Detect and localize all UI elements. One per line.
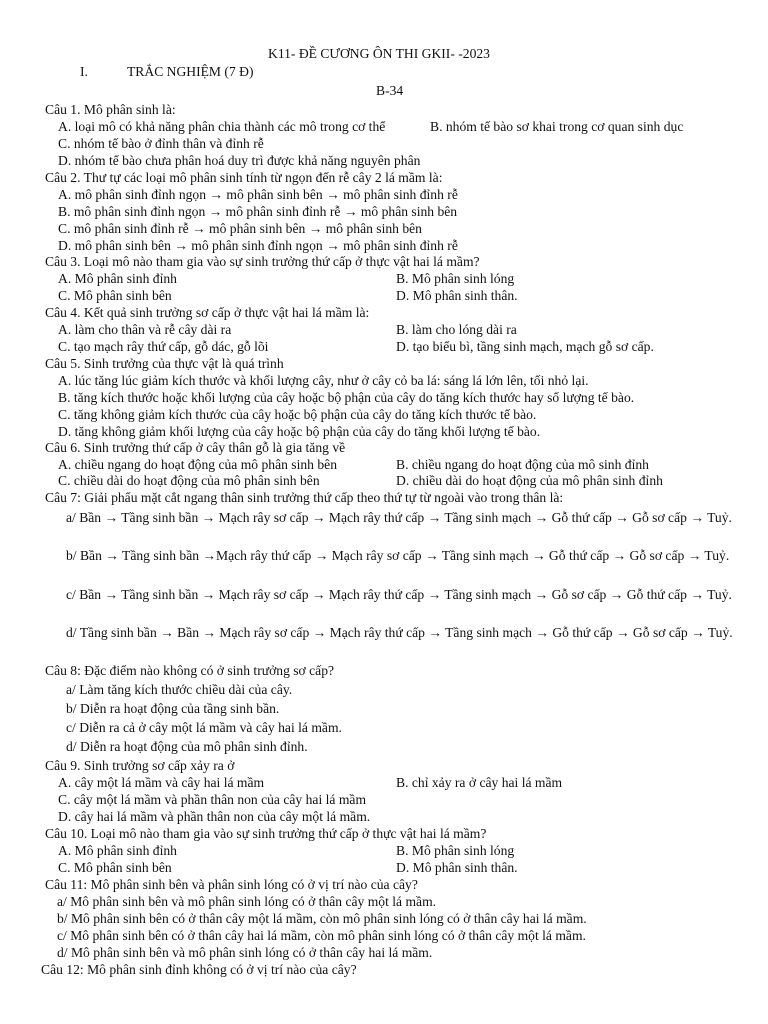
q1-option-d: D. nhóm tế bào chưa phân hoá duy trì được khả năng nguyên phân: [58, 153, 421, 168]
q10-option-b: B. Mô phân sinh lóng: [396, 843, 515, 858]
q11-option-d: d/ Mô phân sinh bên và mô phân sinh lóng có ở thân cây hai lá mầm.: [57, 945, 433, 960]
q7-option-c: c/ Bần → Tầng sinh bần → Mạch rây sơ cấp → Mạch rây thứ cấp → Tầng sinh mạch → Gỗ sơ cấp → Gỗ thứ cấp → Tuỷ.: [66, 587, 732, 602]
q11-option-c: c/ Mô phân sinh bên có ở thân cây hai lá mầm, còn mô phân sinh lóng có ở thân cây một lá mầm.: [57, 928, 586, 943]
q2-option-b: B. mô phân sinh đỉnh ngọn → mô phân sinh đỉnh rễ → mô phân sinh bên: [58, 204, 458, 219]
q1-option-c: C. nhóm tế bào ở đỉnh thân và đỉnh rễ: [58, 136, 264, 151]
q3-option-b: B. Mô phân sinh lóng: [396, 271, 515, 286]
q4-option-b: B. làm cho lóng dài ra: [396, 322, 517, 337]
q7-option-a: a/ Bần → Tầng sinh bần → Mạch rây sơ cấp → Mạch rây thứ cấp → Tầng sinh mạch → Gỗ thứ cấp → Gỗ sơ cấp → Tuỷ.: [66, 510, 732, 525]
q5-option-a: A. lúc tăng lúc giảm kích thước và khối lượng cây, như ở cây cỏ ba lá: sáng lá lớn lên, tối nhỏ lại.: [58, 373, 589, 388]
q10-option-d: D. Mô phân sinh thân.: [396, 860, 518, 875]
exam-code: B-34: [376, 83, 404, 98]
q2-option-d: D. mô phân sinh bên → mô phân sinh đỉnh ngọn → mô phân sinh đỉnh rễ: [58, 238, 458, 253]
question-5: Câu 5. Sinh trưởng của thực vật là quá trình: [45, 356, 284, 371]
q5-option-b: B. tăng kích thước hoặc khối lượng của cây hoặc bộ phận của cây do tăng kích thước hay số lượng tế bào.: [58, 390, 635, 405]
section-number: I.: [80, 64, 88, 79]
question-7: Câu 7: Giải phẩu mặt cắt ngang thân sinh trưởng thứ cấp theo thứ tự từ ngoài vào trong thân là:: [45, 490, 564, 505]
q8-option-c: c/ Diễn ra cả ở cây một lá mầm và cây hai lá mầm.: [66, 720, 342, 735]
q6-option-c: C. chiều dài do hoạt động của mô phân sinh bên: [58, 473, 320, 488]
q2-option-c: C. mô phân sinh đỉnh rễ → mô phân sinh bên → mô phân sinh bên: [58, 221, 422, 236]
document-title: K11- ĐỀ CƯƠNG ÔN THI GKII- -2023: [268, 46, 490, 61]
question-6: Câu 6. Sinh trưởng thứ cấp ở cây thân gỗ là gia tăng về: [45, 440, 346, 455]
question-12: Câu 12: Mô phân sinh đỉnh không có ở vị trí nào của cây?: [41, 962, 357, 977]
q3-option-c: C. Mô phân sinh bên: [58, 288, 172, 303]
q4-option-c: C. tạo mạch rây thứ cấp, gỗ dác, gỗ lõi: [58, 339, 269, 354]
question-9: Câu 9. Sinh trưởng sơ cấp xảy ra ở: [45, 758, 235, 773]
q10-option-c: C. Mô phân sinh bên: [58, 860, 172, 875]
question-3: Câu 3. Loại mô nào tham gia vào sự sinh trưởng thứ cấp ở thực vật hai lá mầm?: [45, 254, 480, 269]
q1-option-b: B. nhóm tế bào sơ khai trong cơ quan sinh dục: [430, 119, 684, 134]
q3-option-d: D. Mô phân sinh thân.: [396, 288, 518, 303]
q8-option-a: a/ Làm tăng kích thước chiều dài của cây.: [66, 682, 293, 697]
q9-option-c: C. cây một lá mầm và phần thân non của cây hai lá mầm: [58, 792, 367, 807]
q6-option-a: A. chiều ngang do hoạt động của mô phân sinh bên: [58, 457, 337, 472]
q11-option-b: b/ Mô phân sinh bên có ở thân cây một lá mầm, còn mô phân sinh lóng có ở thân cây hai lá mầm.: [57, 911, 587, 926]
q4-option-d: D. tạo biểu bì, tầng sinh mạch, mạch gỗ sơ cấp.: [396, 339, 654, 354]
question-8: Câu 8: Đặc điểm nào không có ở sinh trưởng sơ cấp?: [45, 663, 335, 678]
q10-option-a: A. Mô phân sinh đỉnh: [58, 843, 177, 858]
q5-option-c: C. tăng không giảm kích thước của cây hoặc bộ phận của cây do tăng kích thước tế bào.: [58, 407, 537, 422]
q9-option-b: B. chỉ xảy ra ở cây hai lá mầm: [396, 775, 563, 790]
q9-option-d: D. cây hai lá mầm và phần thân non của cây một lá mầm.: [58, 809, 371, 824]
q7-option-b: b/ Bần → Tầng sinh bần →Mạch rây thứ cấp → Mạch rây sơ cấp → Tầng sinh mạch → Gỗ thứ cấp → Gỗ sơ cấp → Tuỷ.: [66, 548, 730, 563]
question-2: Câu 2. Thư tự các loại mô phân sinh tính từ ngọn đến rễ cây 2 lá mầm là:: [45, 170, 443, 185]
section-title: TRẮC NGHIỆM (7 Đ): [127, 64, 254, 79]
q5-option-d: D. tăng không giảm khối lượng của cây hoặc bộ phận của cây do tăng khối lượng tế bào.: [58, 424, 541, 439]
q8-option-d: d/ Diễn ra hoạt động của mô phân sinh đỉnh.: [66, 739, 308, 754]
q11-option-a: a/ Mô phân sinh bên và mô phân sinh lóng có ở thân cây một lá mầm.: [57, 894, 437, 909]
q1-option-a: A. loại mô có khả năng phân chia thành các mô trong cơ thể: [58, 119, 386, 134]
q3-option-a: A. Mô phân sinh đỉnh: [58, 271, 177, 286]
q2-option-a: A. mô phân sinh đỉnh ngọn → mô phân sinh bên → mô phân sinh đỉnh rễ: [58, 187, 458, 202]
question-1: Câu 1. Mô phân sinh là:: [45, 102, 176, 117]
q9-option-a: A. cây một lá mầm và cây hai lá mầm: [58, 775, 265, 790]
question-4: Câu 4. Kết quả sinh trưởng sơ cấp ở thực vật hai lá mầm là:: [45, 305, 370, 320]
q4-option-a: A. làm cho thân và rễ cây dài ra: [58, 322, 232, 337]
q8-option-b: b/ Diễn ra hoạt động của tầng sinh bần.: [66, 701, 280, 716]
q6-option-b: B. chiều ngang do hoạt động của mô sinh đỉnh: [396, 457, 649, 472]
q7-option-d: d/ Tầng sinh bần → Bần → Mạch rây sơ cấp → Mạch rây thứ cấp → Tầng sinh mạch → Gỗ thứ cấp → Gỗ sơ cấp → Tuỷ.: [66, 625, 733, 640]
question-10: Câu 10. Loại mô nào tham gia vào sự sinh trưởng thứ cấp ở thực vật hai lá mầm?: [45, 826, 487, 841]
q6-option-d: D. chiều dài do hoạt động của mô phân sinh đỉnh: [396, 473, 663, 488]
question-11: Câu 11: Mô phân sinh bên và phân sinh lóng có ở vị trí nào của cây?: [45, 877, 418, 892]
